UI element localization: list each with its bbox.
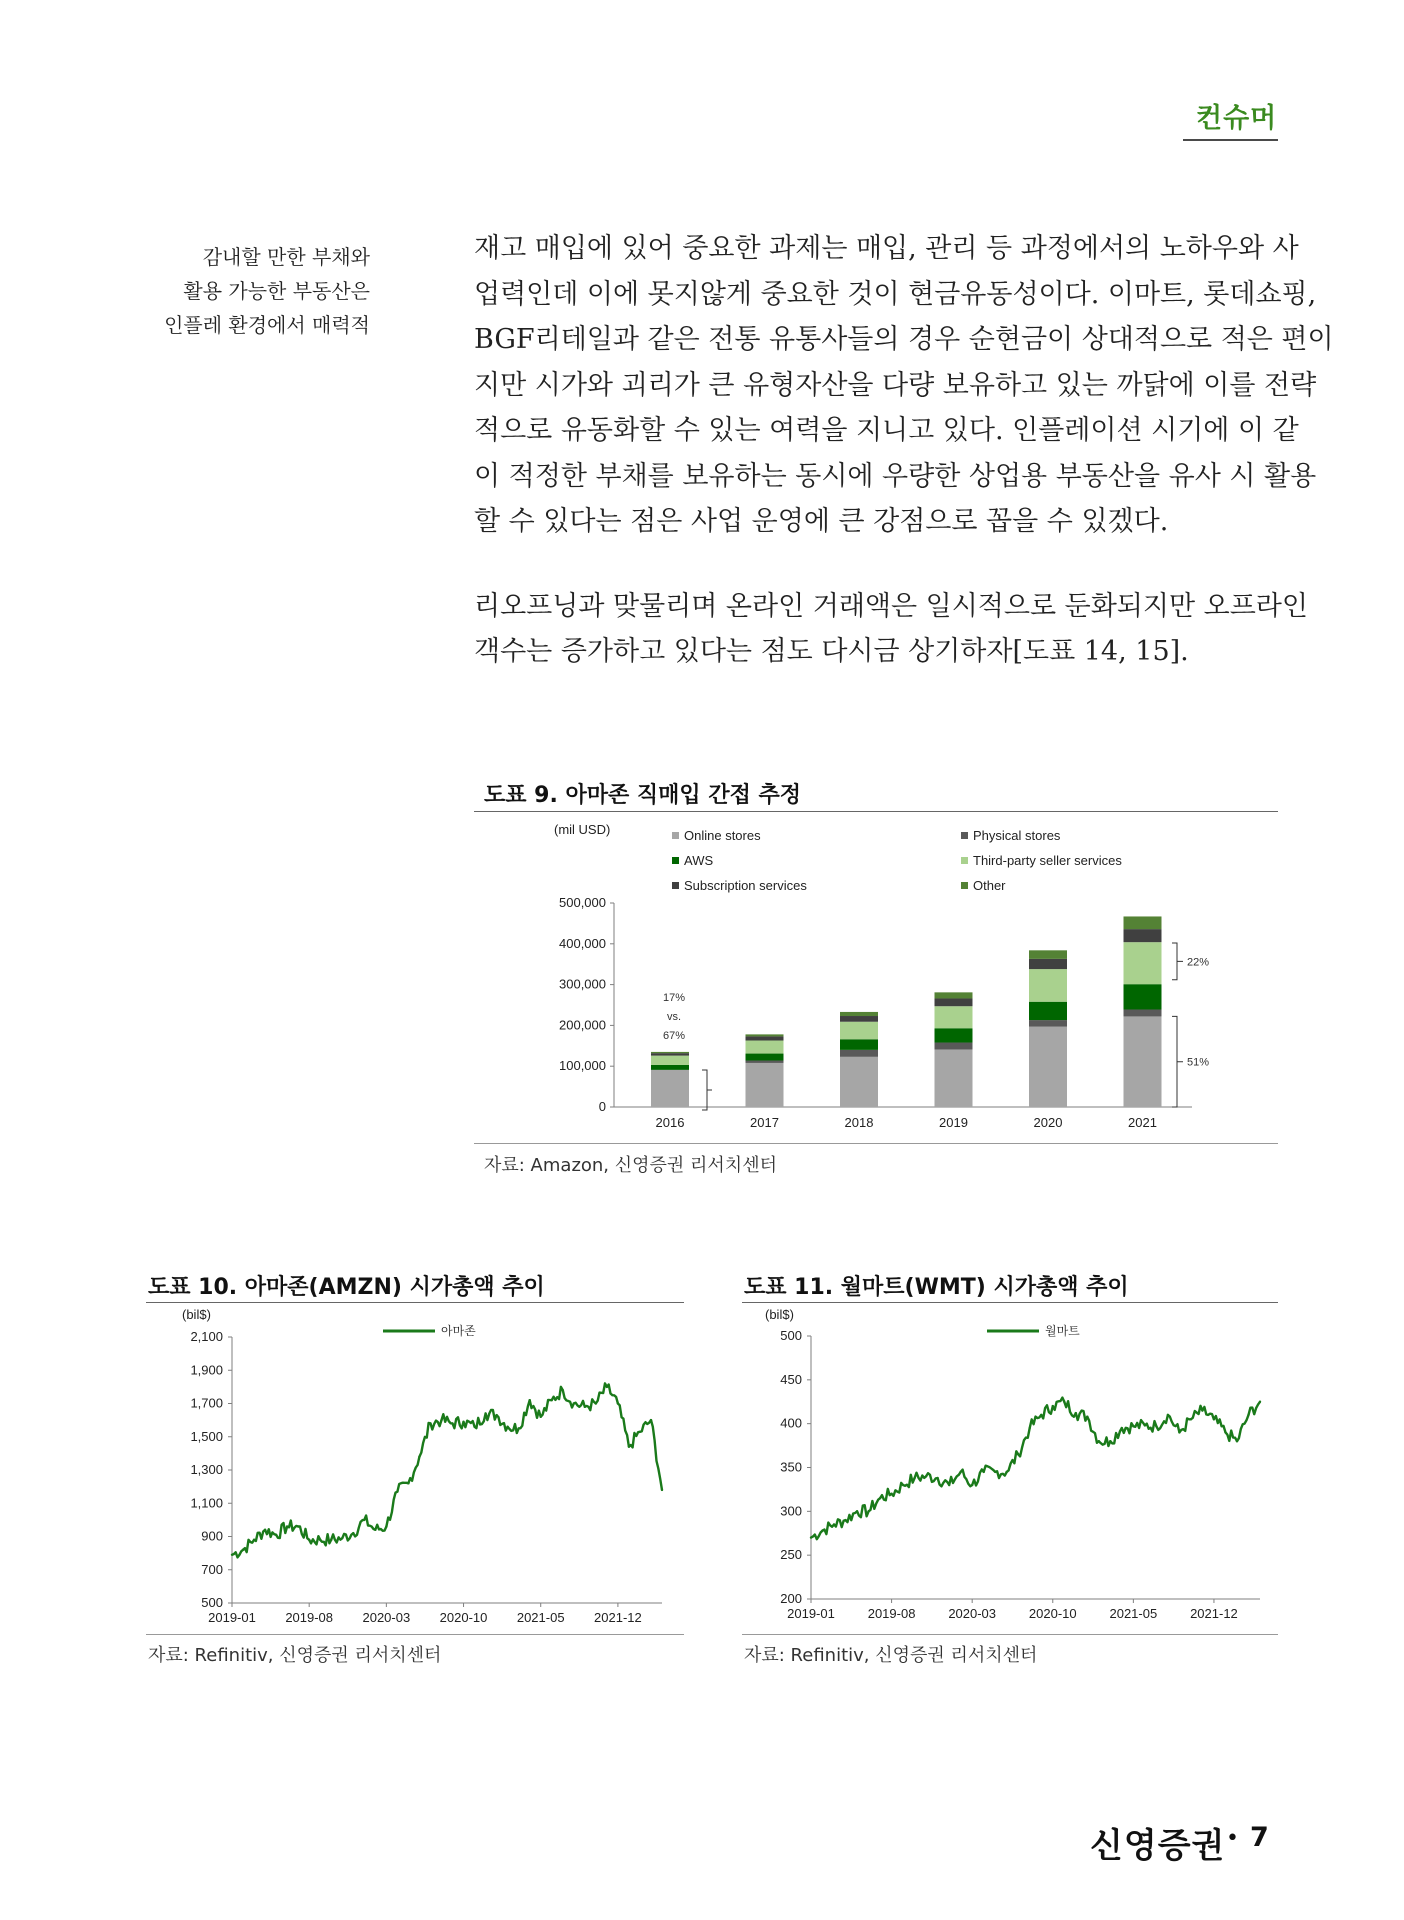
data-point <box>584 1406 586 1408</box>
data-point <box>810 1536 812 1538</box>
y-tick-label: 1,300 <box>190 1462 223 1477</box>
data-point <box>319 1539 321 1541</box>
text-line: 객수는 증가하고 있다는 점도 다시금 상기하자[도표 14, 15]. <box>474 636 1189 667</box>
series-line <box>232 1383 662 1557</box>
footer-bullet: • <box>1226 1826 1239 1851</box>
data-point <box>1052 1405 1054 1407</box>
bar-segment <box>935 1049 973 1107</box>
bar-segment <box>1029 969 1067 1002</box>
legend-swatch <box>961 857 968 864</box>
data-point <box>297 1525 299 1527</box>
data-point <box>1029 1427 1031 1429</box>
y-tick-label: 300,000 <box>559 976 606 992</box>
section-rule <box>1183 139 1278 141</box>
bar-segment <box>935 1043 973 1050</box>
bar-segment <box>840 1050 878 1057</box>
bar-segment <box>1124 984 1162 1009</box>
bar-segment <box>651 1056 689 1065</box>
x-tick-label: 2020-03 <box>948 1606 997 1621</box>
bar-segment <box>651 1070 689 1107</box>
x-tick-label: 2019-01 <box>208 1610 256 1625</box>
series-line <box>811 1398 1260 1540</box>
data-point <box>628 1446 630 1448</box>
data-point <box>407 1482 409 1484</box>
data-point <box>1155 1425 1157 1427</box>
y-unit-label: (mil USD) <box>554 822 611 837</box>
bar-segment <box>1029 959 1067 969</box>
data-point <box>1178 1431 1180 1433</box>
text-line: 적으로 유동화할 수 있는 여력을 지니고 있다. 인플레이션 시기에 이 같 <box>474 415 1299 446</box>
data-point <box>396 1490 398 1492</box>
y-tick-label: 500,000 <box>559 895 606 910</box>
y-tick-label: 1,700 <box>190 1395 223 1411</box>
bar-segment <box>840 1057 878 1107</box>
legend-swatch <box>672 832 679 839</box>
data-point <box>1236 1440 1238 1442</box>
text-line: 재고 매입에 있어 중요한 과제는 매입, 관리 등 과정에서의 노하우와 사 <box>474 233 1299 264</box>
data-point <box>902 1484 904 1486</box>
side-note-line: 인플레 환경에서 매력적 <box>164 313 370 337</box>
y-tick-label: 250 <box>780 1547 802 1563</box>
data-point <box>352 1532 354 1534</box>
x-tick-label: 2021-05 <box>1109 1606 1158 1621</box>
data-point <box>1224 1431 1226 1433</box>
data-point <box>551 1399 553 1401</box>
data-point <box>1098 1440 1100 1442</box>
bracket-upper <box>1172 943 1183 980</box>
data-point <box>994 1471 996 1473</box>
data-point <box>385 1525 387 1527</box>
bar-segment <box>1124 1016 1162 1107</box>
data-point <box>650 1419 652 1421</box>
bracket-upper-label: 22% <box>1187 956 1210 969</box>
text-line: 이 적정한 부채를 보유하는 동시에 우량한 상업용 부동산을 유사 시 활용 <box>474 460 1317 492</box>
data-point <box>936 1477 938 1479</box>
data-point <box>1086 1415 1088 1417</box>
y-tick-label: 400,000 <box>559 935 606 951</box>
x-tick-label: 2019-08 <box>867 1606 916 1621</box>
x-tick-label: 2021-12 <box>594 1610 642 1625</box>
bar-segment <box>1029 1002 1067 1020</box>
data-point <box>517 1427 519 1429</box>
x-tick-label: 2019 <box>939 1115 968 1130</box>
data-point <box>1167 1414 1169 1416</box>
y-tick-label: 1,500 <box>190 1428 223 1444</box>
data-point <box>528 1399 530 1401</box>
figure-10-chart <box>146 1303 686 1633</box>
bar-segment <box>651 1052 689 1053</box>
legend-label: Physical stores <box>973 828 1061 843</box>
data-point <box>856 1510 858 1512</box>
data-point <box>275 1534 277 1536</box>
data-point <box>462 1421 464 1423</box>
data-point <box>573 1402 575 1404</box>
data-point <box>661 1489 663 1491</box>
data-point <box>418 1456 420 1458</box>
data-point <box>1201 1409 1203 1411</box>
legend-label: AWS <box>684 853 714 868</box>
data-point <box>606 1386 608 1388</box>
data-point <box>506 1426 508 1428</box>
legend-label: Subscription services <box>684 878 807 893</box>
data-point <box>1075 1412 1077 1414</box>
x-tick-label: 2020-03 <box>362 1610 411 1625</box>
data-point <box>1247 1414 1249 1416</box>
paragraph-1 <box>474 226 1334 545</box>
bar-segment <box>935 998 973 1006</box>
bar-segment <box>840 1012 878 1016</box>
figure-10-bottom-rule <box>146 1634 684 1635</box>
annotation-text: 67% <box>662 1030 686 1042</box>
data-point <box>1121 1427 1123 1429</box>
data-point <box>890 1493 892 1495</box>
legend-label: 월마트 <box>1045 1324 1080 1338</box>
y-tick-label: 700 <box>201 1561 223 1577</box>
bar-segment <box>1124 1009 1162 1016</box>
data-point <box>495 1414 497 1416</box>
body-text <box>474 226 1334 675</box>
x-tick-label: 2020-10 <box>439 1610 488 1625</box>
bar-segment <box>840 1022 878 1040</box>
data-point <box>242 1549 244 1551</box>
x-tick-label: 2019-01 <box>787 1606 835 1621</box>
data-point <box>1132 1425 1134 1427</box>
bar-segment <box>1124 929 1162 942</box>
annotation-text: 17% <box>662 992 686 1004</box>
y-tick-label: 500 <box>780 1328 802 1343</box>
data-point <box>341 1537 343 1539</box>
y-tick-label: 1,900 <box>190 1362 223 1378</box>
data-point <box>948 1484 950 1486</box>
data-point <box>330 1539 332 1541</box>
figure-11-source: 자료: Refinitiv, 신영증권 리서치센터 <box>744 1645 1038 1666</box>
bar-segment <box>1124 942 1162 984</box>
data-point <box>363 1519 365 1521</box>
data-point <box>982 1471 984 1473</box>
legend-swatch <box>961 832 968 839</box>
bracket-2016 <box>702 1070 712 1110</box>
y-tick-label: 0 <box>598 1099 606 1114</box>
bar-segment <box>746 1040 784 1053</box>
legend-swatch <box>961 882 968 889</box>
y-tick-label: 900 <box>201 1528 223 1544</box>
data-point <box>473 1426 475 1428</box>
y-tick-label: 450 <box>780 1371 802 1387</box>
bar-segment <box>746 1036 784 1040</box>
data-point <box>1144 1424 1146 1426</box>
bar-segment <box>840 1039 878 1050</box>
data-point <box>595 1402 597 1404</box>
data-point <box>264 1529 266 1531</box>
bar-segment <box>746 1060 784 1062</box>
text-line: 할 수 있다는 점은 사업 운영에 큰 강점으로 꼽을 수 있겠다. <box>474 506 1169 537</box>
y-tick-label: 350 <box>780 1459 802 1475</box>
data-point <box>617 1402 619 1404</box>
y-tick-label: 400 <box>780 1415 802 1431</box>
data-point <box>925 1475 927 1477</box>
data-point <box>959 1471 961 1473</box>
figure-11-bottom-rule <box>742 1634 1278 1635</box>
data-point <box>1190 1418 1192 1420</box>
bracket-lower-label: 51% <box>1187 1056 1210 1069</box>
bar-segment <box>746 1063 784 1107</box>
data-point <box>1063 1401 1065 1403</box>
side-note-line: 활용 가능한 부동산은 <box>183 279 370 303</box>
figure-9-bottom-rule <box>474 1143 1278 1144</box>
x-tick-label: 2021-12 <box>1190 1606 1238 1621</box>
data-point <box>231 1554 233 1556</box>
data-point <box>1017 1453 1019 1455</box>
bracket-lower <box>1172 1016 1183 1107</box>
data-point <box>913 1477 915 1479</box>
data-point <box>440 1419 442 1421</box>
data-point <box>867 1510 869 1512</box>
y-tick-label: 1,100 <box>190 1495 223 1511</box>
section-tag: 컨슈머 <box>1196 103 1278 134</box>
data-point <box>1109 1440 1111 1442</box>
data-point <box>833 1523 835 1525</box>
y-unit-label: (bil$) <box>765 1307 794 1322</box>
figure-9-title: 도표 9. 아마존 직매입 간접 추정 <box>484 783 801 808</box>
text-line: 업력인데 이에 못지않게 중요한 것이 현금유동성이다. 이마트, 롯데쇼핑, <box>474 278 1317 310</box>
data-point <box>429 1422 431 1424</box>
footer-brand: 신영증권 <box>1090 1826 1226 1866</box>
bar-segment <box>935 1006 973 1028</box>
side-note <box>160 240 370 342</box>
page-number: 7 <box>1250 1822 1269 1853</box>
figure-9-chart <box>474 812 1280 1142</box>
bar-segment <box>746 1034 784 1036</box>
legend-swatch <box>672 882 679 889</box>
y-tick-label: 200 <box>780 1591 802 1606</box>
data-point <box>844 1519 846 1521</box>
text-line: 지만 시가와 괴리가 큰 유형자산을 다량 보유하고 있는 까닭에 이를 전략 <box>474 369 1317 401</box>
legend-label: Online stores <box>684 828 761 843</box>
y-tick-label: 300 <box>780 1503 802 1519</box>
x-tick-label: 2021 <box>1128 1115 1157 1130</box>
bar-segment <box>935 992 973 998</box>
data-point <box>821 1529 823 1531</box>
data-point <box>451 1422 453 1424</box>
bar-segment <box>651 1053 689 1055</box>
bar-segment <box>1029 950 1067 959</box>
data-point <box>1040 1414 1042 1416</box>
legend-swatch <box>672 857 679 864</box>
figure-10-source: 자료: Refinitiv, 신영증권 리서치센터 <box>148 1645 442 1666</box>
data-point <box>1259 1401 1261 1403</box>
legend-label: 아마존 <box>441 1324 476 1338</box>
data-point <box>286 1525 288 1527</box>
paragraph-2 <box>474 584 1308 675</box>
x-tick-label: 2020 <box>1033 1115 1063 1130</box>
x-tick-label: 2017 <box>750 1115 779 1130</box>
bar-segment <box>1029 1027 1067 1107</box>
data-point <box>253 1539 255 1541</box>
data-point <box>1006 1471 1008 1473</box>
text-line: BGF리테일과 같은 전통 유통사들의 경우 순현금이 상대적으로 적은 편이 <box>474 324 1334 355</box>
bar-segment <box>1124 916 1162 929</box>
x-tick-label: 2018 <box>844 1115 874 1130</box>
figure-11-title: 도표 11. 월마트(WMT) 시가총액 추이 <box>744 1275 1129 1300</box>
side-note-line: 감내할 만한 부채와 <box>202 245 370 269</box>
bar-segment <box>651 1065 689 1070</box>
bar-segment <box>746 1054 784 1061</box>
y-tick-label: 200,000 <box>559 1017 606 1033</box>
data-point <box>540 1416 542 1418</box>
bar-segment <box>935 1028 973 1042</box>
figure-10-title: 도표 10. 아마존(AMZN) 시가총액 추이 <box>148 1275 545 1300</box>
legend-label: Other <box>973 878 1006 893</box>
data-point <box>971 1484 973 1486</box>
figure-11-chart <box>742 1303 1280 1633</box>
data-point <box>562 1389 564 1391</box>
data-point <box>484 1412 486 1414</box>
bar-segment <box>840 1016 878 1022</box>
annotation-text: vs. <box>666 1011 682 1023</box>
x-tick-label: 2020-10 <box>1028 1606 1077 1621</box>
data-point <box>879 1497 881 1499</box>
text-line: 리오프닝과 맞물리며 온라인 거래액은 일시적으로 둔화되지만 오프라인 <box>474 590 1308 622</box>
y-unit-label: (bil$) <box>182 1307 211 1322</box>
data-point <box>308 1539 310 1541</box>
y-tick-label: 100,000 <box>559 1058 606 1074</box>
x-tick-label: 2021-05 <box>516 1610 565 1625</box>
bar-segment <box>1029 1020 1067 1027</box>
figure-9-source: 자료: Amazon, 신영증권 리서치센터 <box>484 1155 777 1176</box>
x-tick-label: 2016 <box>655 1115 685 1130</box>
y-tick-label: 2,100 <box>190 1329 223 1344</box>
data-point <box>1213 1418 1215 1420</box>
data-point <box>374 1529 376 1531</box>
y-tick-label: 500 <box>201 1595 223 1610</box>
data-point <box>639 1431 641 1433</box>
x-tick-label: 2019-08 <box>285 1610 334 1625</box>
legend-label: Third-party seller services <box>973 853 1122 868</box>
